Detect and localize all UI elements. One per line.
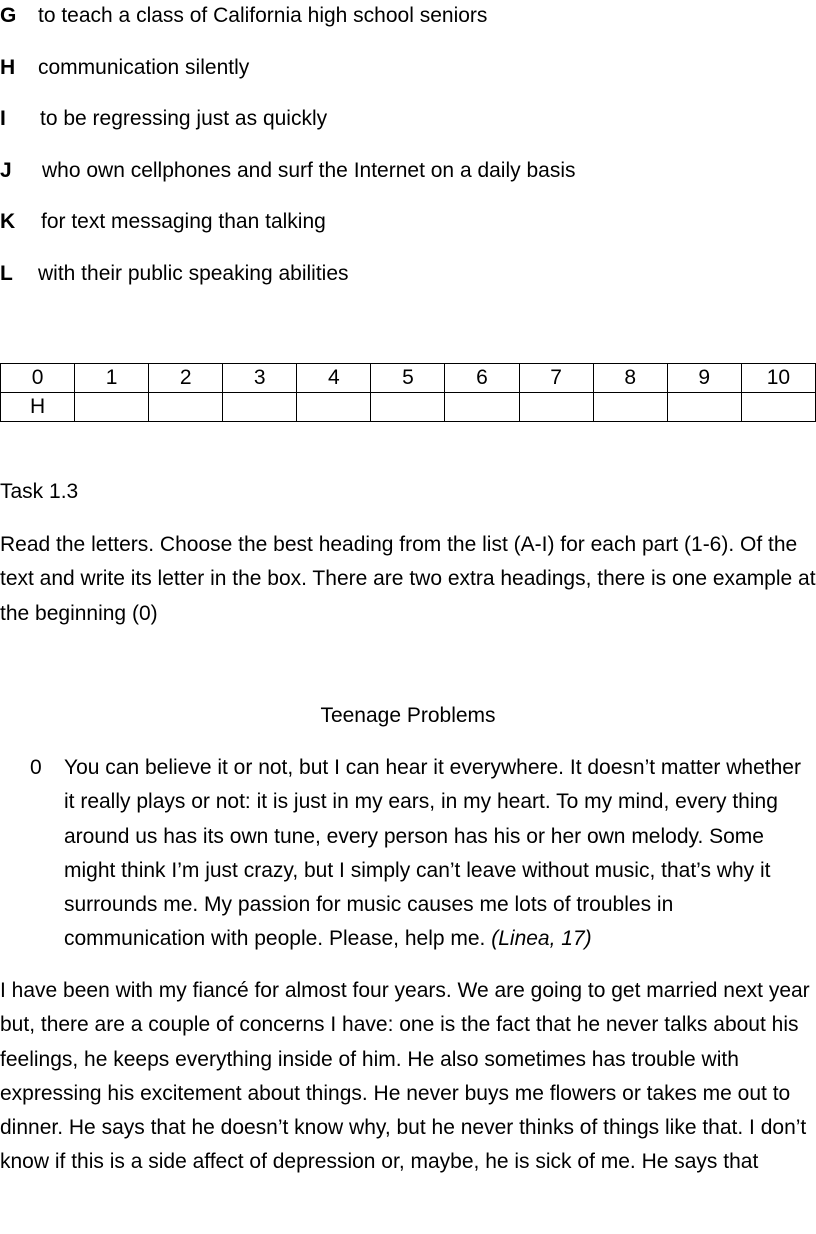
header-cell: 4	[297, 364, 371, 393]
header-cell: 3	[223, 364, 297, 393]
option-text: for text messaging than talking	[41, 210, 326, 233]
example-letter	[30, 751, 816, 957]
answer-cell: H	[1, 393, 75, 422]
answer-cell[interactable]	[519, 393, 593, 422]
option-letter: I	[0, 107, 6, 130]
answer-cell[interactable]	[445, 393, 519, 422]
header-cell: 5	[371, 364, 445, 393]
header-cell: 7	[519, 364, 593, 393]
answer-cell[interactable]	[371, 393, 445, 422]
option-letter: J	[0, 159, 12, 182]
option-text: communication silently	[38, 56, 250, 79]
header-cell: 0	[1, 364, 75, 393]
answer-cell[interactable]	[149, 393, 223, 422]
answer-table	[0, 363, 816, 422]
answer-cell[interactable]	[223, 393, 297, 422]
header-cell: 1	[75, 364, 149, 393]
header-cell: 2	[149, 364, 223, 393]
example-body	[64, 751, 816, 957]
answer-cell[interactable]	[667, 393, 741, 422]
answer-cell[interactable]	[75, 393, 149, 422]
task-title: Task 1.3	[0, 480, 79, 503]
option-letter: H	[0, 56, 16, 79]
option-letter: G	[0, 4, 17, 27]
option-l	[0, 259, 349, 289]
answer-table-header-row	[1, 364, 816, 393]
option-letter: K	[0, 210, 16, 233]
header-cell: 8	[593, 364, 667, 393]
text-title: Teenage Problems	[320, 704, 496, 727]
option-text: to teach a class of California high school seniors	[38, 4, 488, 27]
option-i	[0, 104, 327, 134]
answer-cell[interactable]	[593, 393, 667, 422]
answer-cell[interactable]	[297, 393, 371, 422]
task-instructions: Read the letters. Choose the best heading from the list (A-I) for each part (1-6). Of the text and write its letter in the box. There are two extra headings, there is one example at the beginning (0)	[0, 533, 816, 625]
example-signature: (Linea, 17)	[491, 927, 592, 951]
answer-table-answer-row	[1, 393, 816, 422]
option-k	[0, 207, 326, 237]
example-text: You can believe it or not, but I can hear it everywhere. It doesn’t matter whether it really plays or not: it is just in my ears, in my heart. To my mind, every thing around us has its own tune, every person has his or her own melody. Some might think I’m just crazy, but I simply can’t leave without music, that’s why it surrounds me. My passion for music causes me lots of troubles in communication with people. Please, help me.	[64, 756, 801, 951]
option-letter: L	[0, 262, 13, 285]
answer-cell[interactable]	[741, 393, 815, 422]
example-number: 0	[30, 756, 42, 779]
option-h	[0, 53, 249, 83]
option-text: who own cellphones and surf the Internet on a daily basis	[42, 159, 576, 182]
header-cell: 9	[667, 364, 741, 393]
option-text: to be regressing just as quickly	[40, 107, 328, 130]
option-g	[0, 1, 487, 31]
letter-1-text: I have been with my fiancé for almost four years. We are going to get married next year but, there are a couple of concerns I have: one is the fact that he never talks about his feelings, he keeps everything inside of him. He also sometimes has trouble with expressing his excitement about things. He never buys me flowers or takes me out to dinner. He says that he doesn’t know why, but he never thinks of things like that. I don’t know if this is a side affect of depression or, maybe, he is sick of me. He says that	[0, 979, 810, 1174]
option-j	[0, 156, 576, 186]
option-text: with their public speaking abilities	[38, 262, 349, 285]
header-cell: 10	[741, 364, 815, 393]
header-cell: 6	[445, 364, 519, 393]
